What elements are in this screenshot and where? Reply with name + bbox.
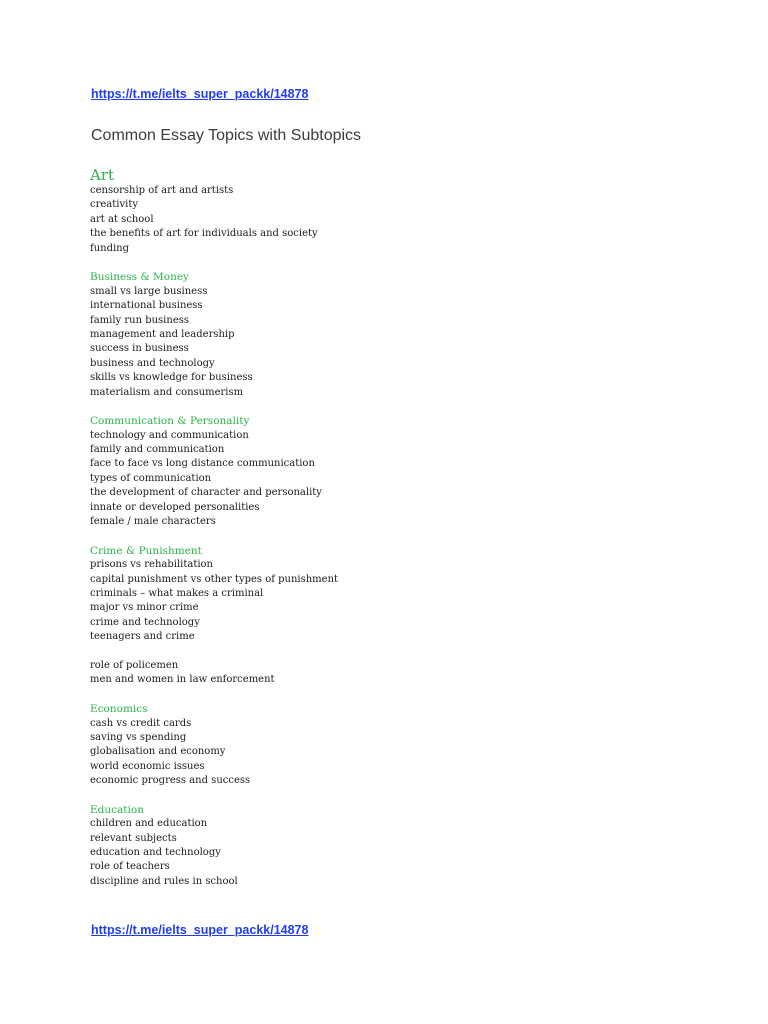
list-item: discipline and rules in school (90, 875, 238, 887)
list-item: technology and communication (90, 429, 249, 441)
section-business-money (90, 270, 690, 400)
list-item: major vs minor crime (90, 602, 199, 614)
list-item: crime and technology (90, 616, 200, 628)
list-item: creativity (90, 199, 138, 211)
list-item: censorship of art and artists (90, 185, 234, 196)
section-spacer (90, 789, 690, 803)
inline-spacer (90, 645, 690, 659)
list-item: innate or developed personalities (90, 501, 260, 513)
list-item: world economic issues (90, 760, 205, 772)
section-heading: Education (90, 803, 144, 816)
list-item: men and women in law enforcement (90, 674, 275, 686)
section-heading: Crime & Punishment (90, 544, 202, 557)
telegram-link-top[interactable]: https://t.me/ielts_super_packk/14878 (91, 87, 309, 101)
list-item: teenagers and crime (90, 631, 195, 643)
list-item: relevant subjects (90, 832, 177, 844)
list-item: globalisation and economy (90, 746, 226, 758)
list-item: family and communication (90, 444, 225, 456)
list-item: role of teachers (90, 861, 170, 873)
section-communication-personality (90, 414, 690, 529)
section-heading: Economics (90, 703, 148, 716)
section-economics (90, 702, 690, 788)
list-item: economic progress and success (90, 775, 251, 787)
list-item: family run business (90, 314, 190, 326)
list-item: art at school (90, 213, 154, 225)
page-title: Common Essay Topics with Subtopics (91, 127, 362, 144)
section-spacer (90, 400, 690, 414)
section-heading: Communication & Personality (90, 415, 250, 428)
list-item: saving vs spending (90, 731, 187, 743)
list-item: prisons vs rehabilitation (90, 559, 213, 571)
list-item: funding (90, 242, 130, 254)
telegram-link-bottom[interactable]: https://t.me/ielts_super_packk/14878 (91, 923, 309, 937)
section-spacer (90, 530, 690, 544)
list-item: the benefits of art for individuals and society (90, 228, 318, 240)
list-item: skills vs knowledge for business (90, 372, 253, 384)
list-item: female / male characters (90, 516, 216, 528)
list-item: small vs large business (90, 285, 208, 297)
section-spacer (90, 688, 690, 702)
topics-list (90, 167, 690, 889)
list-item: education and technology (90, 847, 221, 859)
section-heading: Art (90, 166, 115, 184)
list-item: children and education (90, 818, 208, 830)
list-item: criminals – what makes a criminal (90, 588, 264, 599)
list-item: capital punishment vs other types of punishment (90, 573, 339, 585)
list-item: role of policemen (90, 660, 179, 672)
list-item: the development of character and personality (90, 487, 322, 499)
section-spacer (90, 256, 690, 270)
list-item: success in business (90, 343, 189, 355)
section-education (90, 803, 690, 889)
list-item: management and leadership (90, 328, 235, 340)
list-item: business and technology (90, 357, 215, 369)
list-item: materialism and consumerism (90, 386, 244, 398)
list-item: cash vs credit cards (90, 717, 192, 729)
list-item: types of communication (90, 472, 212, 484)
list-item: international business (90, 300, 203, 312)
section-art (90, 167, 690, 256)
section-heading: Business & Money (90, 271, 189, 284)
section-crime-punishment (90, 544, 690, 688)
list-item: face to face vs long distance communication (90, 458, 315, 470)
